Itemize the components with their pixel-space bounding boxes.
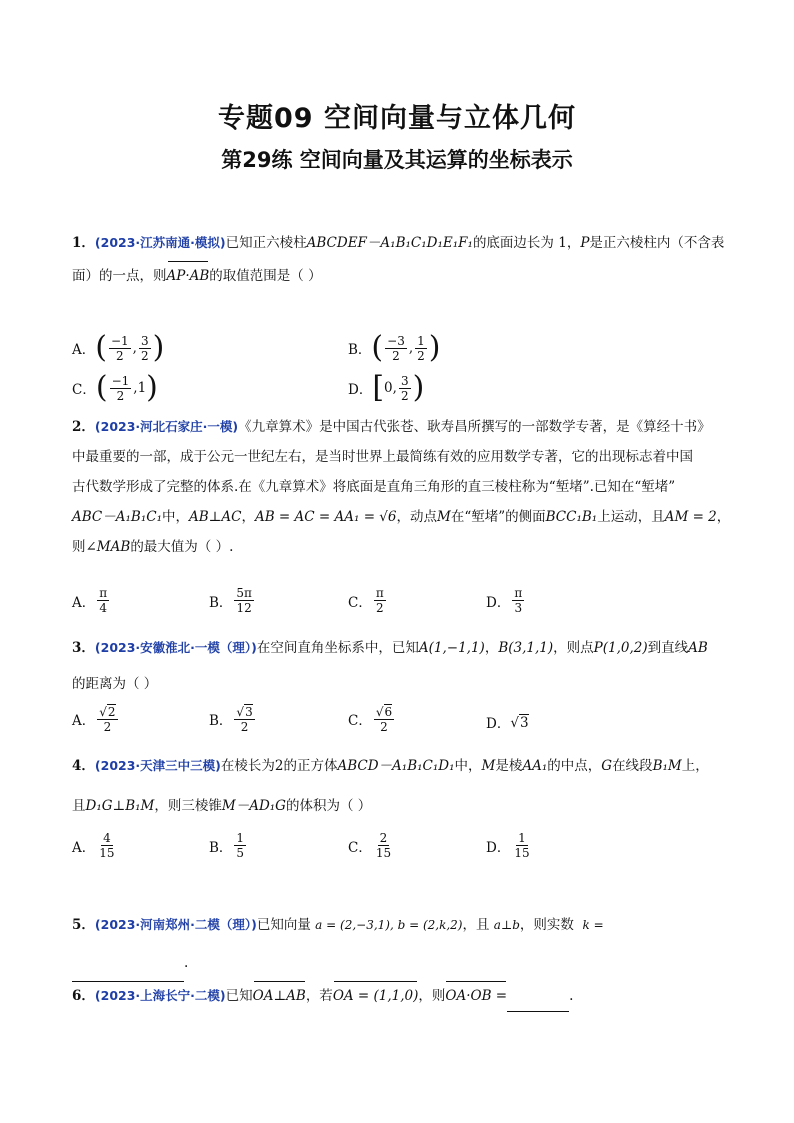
question-text: 的底面边长为 1， — [472, 235, 581, 251]
paren: ( — [371, 330, 384, 365]
question-text: 的体积为（ ） — [285, 798, 372, 814]
math-value: 0 — [384, 380, 393, 396]
math-expr: AM = 2 — [664, 509, 717, 525]
option-label: A． — [72, 594, 96, 611]
question-text: ，且 — [462, 917, 490, 933]
question-text: 到直线 — [647, 640, 689, 656]
fraction: $\frac{3}{2}$ — [400, 373, 409, 403]
math-expr: ABC－A₁B₁C₁ — [72, 509, 162, 525]
question-text: 已知正六棱柱 — [225, 235, 307, 251]
question-text: 面）的一点，则 — [72, 268, 167, 284]
fraction: $\frac{1}{15}$ — [514, 831, 530, 860]
question-text: 是棱 — [495, 758, 523, 774]
question-text: 且 — [72, 798, 86, 814]
option-label: B． — [209, 713, 233, 729]
option-c[interactable]: C． ( $\frac{-1}{2}$ , 1 ) — [72, 370, 158, 405]
option-label: B． — [209, 839, 233, 856]
question-text: ，则 — [418, 988, 446, 1004]
option-b[interactable] — [209, 586, 256, 615]
fraction: $\frac{3}{2}$ — [140, 333, 149, 363]
question-text: 上运动，且 — [597, 509, 665, 525]
paren: ) — [146, 370, 158, 405]
option-a[interactable] — [72, 586, 111, 615]
option-label: D． — [486, 594, 511, 611]
sqrt-value: √3 — [510, 714, 529, 731]
math-expr: ABCD－A₁B₁C₁D₁ — [337, 758, 455, 774]
fraction: $\frac{\pi}{4}$ — [99, 586, 108, 615]
math-expr: k = — [582, 918, 604, 932]
paren: ( — [95, 330, 107, 365]
question-number: 2． — [72, 419, 95, 435]
option-label: C． — [348, 594, 372, 611]
question-text: 的取值范围是（ ） — [209, 268, 322, 284]
question-source: (2023·天津三中三模) — [94, 758, 221, 773]
math-expr: ABCDEF－A₁B₁C₁D₁E₁F₁ — [306, 235, 473, 251]
math-expr: AP·AB — [167, 260, 210, 293]
option-d[interactable] — [486, 586, 526, 615]
paren: ) — [428, 330, 441, 365]
option-c[interactable] — [348, 586, 388, 615]
option-label: D． — [348, 382, 373, 398]
question-text: 中最重要的一部，成于公元一世纪左右，是当时世界上最简练有效的应用数学专著，它的出现标志着中国 — [72, 449, 693, 465]
math-var: M — [437, 509, 451, 525]
fraction: $\frac{-1}{2}$ — [111, 373, 130, 403]
fraction: $\frac{5\pi}{12}$ — [236, 586, 252, 615]
math-expr: OA·OB = — [445, 980, 507, 1012]
fraction: $\frac{-3}{2}$ — [387, 333, 405, 363]
fraction: $\frac{1}{2}$ — [417, 333, 425, 363]
answer-blank[interactable] — [507, 991, 569, 1012]
question-5 — [72, 906, 732, 982]
math-var: AB — [688, 640, 708, 656]
option-label: D． — [486, 716, 511, 732]
fraction: $\frac{1}{5}$ — [236, 831, 245, 860]
math-expr: AB = AC = AA₁ = √6 — [254, 509, 397, 525]
question-text: 上， — [681, 758, 709, 774]
option-d[interactable] — [486, 712, 529, 732]
option-a[interactable] — [72, 704, 120, 734]
question-text: 在棱长为 — [220, 758, 275, 774]
question-source: (2023·江苏南通·模拟) — [94, 235, 226, 250]
math-expr: AB⊥AC — [189, 509, 242, 525]
page-subtitle: 第29练 空间向量及其运算的坐标表示 — [221, 148, 573, 172]
option-b[interactable] — [209, 704, 257, 734]
math-expr: a = (2,−3,1), b = (2,k,2) — [315, 918, 463, 932]
question-text: 在空间直角坐标系中，已知 — [256, 640, 419, 656]
math-var: P — [580, 235, 590, 251]
fraction: $\frac{√6}{2}$ — [375, 705, 393, 734]
question-text: ，动点 — [396, 509, 437, 525]
paren: [ — [372, 370, 385, 405]
answer-blank[interactable] — [72, 959, 184, 982]
math-expr: D₁G⊥B₁M — [85, 798, 155, 814]
question-text: 已知 — [225, 988, 253, 1004]
option-a[interactable]: A． ( $\frac{-1}{2}$ , $\frac{3}{2}$ ) — [72, 330, 165, 365]
option-label: C． — [348, 713, 372, 729]
option-d[interactable]: D． [ 0 , $\frac{3}{2}$ ) — [348, 370, 425, 405]
question-text: . — [184, 955, 189, 971]
question-number: 5． — [72, 917, 95, 933]
question-source: (2023·河北石家庄·一模) — [94, 419, 239, 434]
question-number: 6． — [72, 988, 95, 1004]
paren: ) — [412, 370, 425, 405]
question-text: 中， — [454, 758, 482, 774]
fraction: $\frac{√3}{2}$ — [236, 705, 253, 734]
fraction: $\frac{4}{15}$ — [99, 831, 115, 860]
question-text: 古代数学形成了完整的体系.在《九章算术》将底面是直角三角形的直三棱柱称为“堑堵”.已知在“堑堵” — [72, 479, 676, 495]
fraction: $\frac{2}{15}$ — [375, 831, 392, 860]
question-2 — [72, 412, 732, 562]
question-text: 中， — [162, 509, 189, 525]
question-3 — [72, 630, 732, 702]
option-label: C． — [348, 839, 372, 856]
math-expr: BCC₁B₁ — [545, 509, 598, 525]
question-text: ，则点 — [553, 640, 594, 656]
math-value: 1 — [137, 380, 147, 396]
fraction: $\frac{√2}{2}$ — [99, 705, 116, 734]
math-expr: P(1,0,2) — [593, 640, 648, 656]
question-text: 的距离为（ ） — [72, 676, 158, 692]
question-source: (2023·上海长宁·二模) — [94, 988, 226, 1003]
option-label: A． — [72, 839, 96, 856]
math-expr: A(1,−1,1) — [418, 640, 485, 656]
math-expr: B(3,1,1) — [498, 640, 554, 656]
question-text: ， — [484, 640, 499, 656]
option-label: A． — [72, 713, 96, 729]
question-text: 已知向量 — [256, 917, 311, 933]
question-source: (2023·安徽淮北·一模（理）) — [94, 640, 257, 655]
option-label: D． — [486, 839, 511, 856]
question-text: ， — [716, 509, 731, 525]
option-label: B． — [348, 342, 372, 358]
fraction: $\frac{-1}{2}$ — [110, 333, 129, 363]
option-c[interactable] — [348, 704, 396, 734]
question-text: 在线段 — [612, 758, 653, 774]
question-text: ，则实数 — [519, 917, 574, 933]
math-var: M — [481, 758, 496, 774]
question-source: (2023·河南郑州·二模（理）) — [94, 917, 257, 932]
fraction: $\frac{\pi}{2}$ — [375, 586, 384, 615]
question-6 — [72, 980, 732, 1012]
question-1 — [72, 226, 732, 293]
question-text: 则 — [72, 539, 86, 555]
question-text: ，则三棱锥 — [154, 798, 222, 814]
page-title: 专题09 空间向量与立体几何 — [218, 103, 576, 134]
option-b[interactable]: B． ( $\frac{-3}{2}$ , $\frac{1}{2}$ ) — [348, 330, 441, 365]
question-text: 的最大值为（ ）. — [130, 539, 234, 555]
option-label: B． — [209, 594, 233, 611]
option-a[interactable] — [72, 831, 119, 860]
option-label: A． — [72, 342, 96, 358]
math-expr: AA₁ — [522, 758, 548, 774]
question-text: 在“堑堵”的侧面 — [450, 509, 546, 525]
question-number: 3． — [72, 640, 95, 656]
math-expr: M－AD₁G — [221, 798, 286, 814]
option-b[interactable] — [209, 831, 248, 860]
question-text: ，若 — [305, 988, 333, 1004]
math-value: 2 — [274, 758, 284, 774]
question-text: ， — [241, 509, 255, 525]
math-var: G — [601, 758, 613, 774]
option-c[interactable] — [348, 831, 395, 860]
paren: ( — [95, 370, 108, 405]
question-text: 的中点， — [547, 758, 602, 774]
math-expr: B₁M — [652, 758, 682, 774]
math-expr: ∠MAB — [85, 539, 131, 555]
question-text: . — [569, 988, 574, 1004]
question-4 — [72, 746, 732, 826]
question-text: 的正方体 — [283, 758, 338, 774]
option-label: C． — [72, 382, 96, 398]
question-number: 4． — [72, 758, 95, 774]
question-text: 《九章算术》是中国古代张苍、耿寿昌所撰写的一部数学专著，是《算经十书》 — [238, 419, 711, 435]
fraction: $\frac{\pi}{3}$ — [514, 586, 523, 615]
option-d[interactable] — [486, 831, 534, 860]
question-number: 1． — [72, 235, 95, 251]
question-text: 是正六棱柱内（不含表 — [589, 235, 725, 251]
math-expr: OA = (1,1,0) — [333, 980, 419, 1012]
paren: ) — [152, 330, 165, 365]
math-expr: OA⊥AB — [253, 980, 306, 1012]
math-expr: a⊥b — [493, 918, 520, 932]
